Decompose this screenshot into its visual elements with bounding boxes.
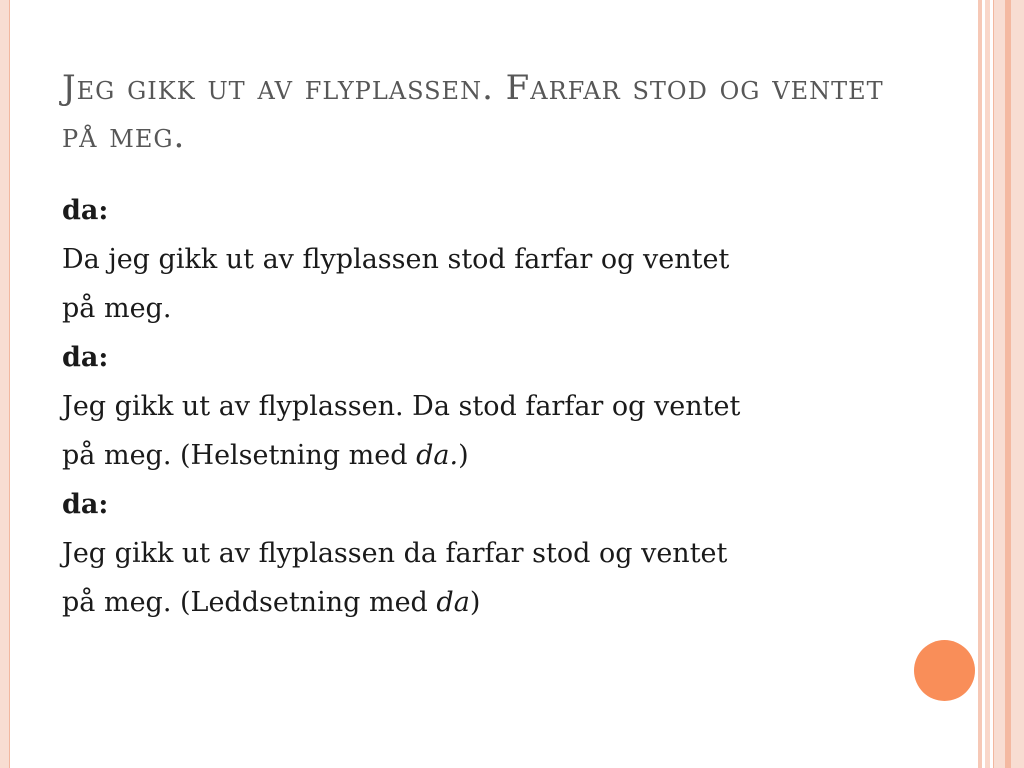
text-span: ) [458, 440, 469, 471]
text-span: på meg. (Helsetning med [62, 440, 417, 471]
decorative-circle [914, 640, 975, 701]
right-border-stripe-inner [1005, 0, 1011, 768]
section-label: da: [62, 489, 109, 520]
text-span: på meg. [62, 293, 172, 324]
section-text-line: Jeg gikk ut av flyplassen. Da stod farfar og ventet [62, 391, 741, 422]
slide-body [62, 186, 902, 627]
section-text-line [62, 578, 902, 627]
right-border-stripe [993, 0, 1024, 768]
left-border-stripe [0, 0, 10, 768]
italic-text: da. [416, 440, 459, 471]
section-text-line: Da jeg gikk ut av flyplassen stod farfar og ventet [62, 244, 730, 275]
right-border-stripe [985, 0, 990, 768]
section-text-line [62, 284, 902, 333]
italic-text: da [436, 587, 470, 618]
right-border-stripe [978, 0, 982, 768]
section-text-line [62, 431, 902, 480]
section-label: da: [62, 195, 109, 226]
slide-title: Jeg gikk ut av flyplassen. Farfar stod og ventet på meg. [62, 68, 884, 156]
section-label: da: [62, 342, 109, 373]
text-span: ) [469, 587, 481, 618]
section-text-line: Jeg gikk ut av flyplassen da farfar stod og ventet [62, 538, 728, 569]
text-span: på meg. (Leddsetning med [62, 587, 437, 618]
